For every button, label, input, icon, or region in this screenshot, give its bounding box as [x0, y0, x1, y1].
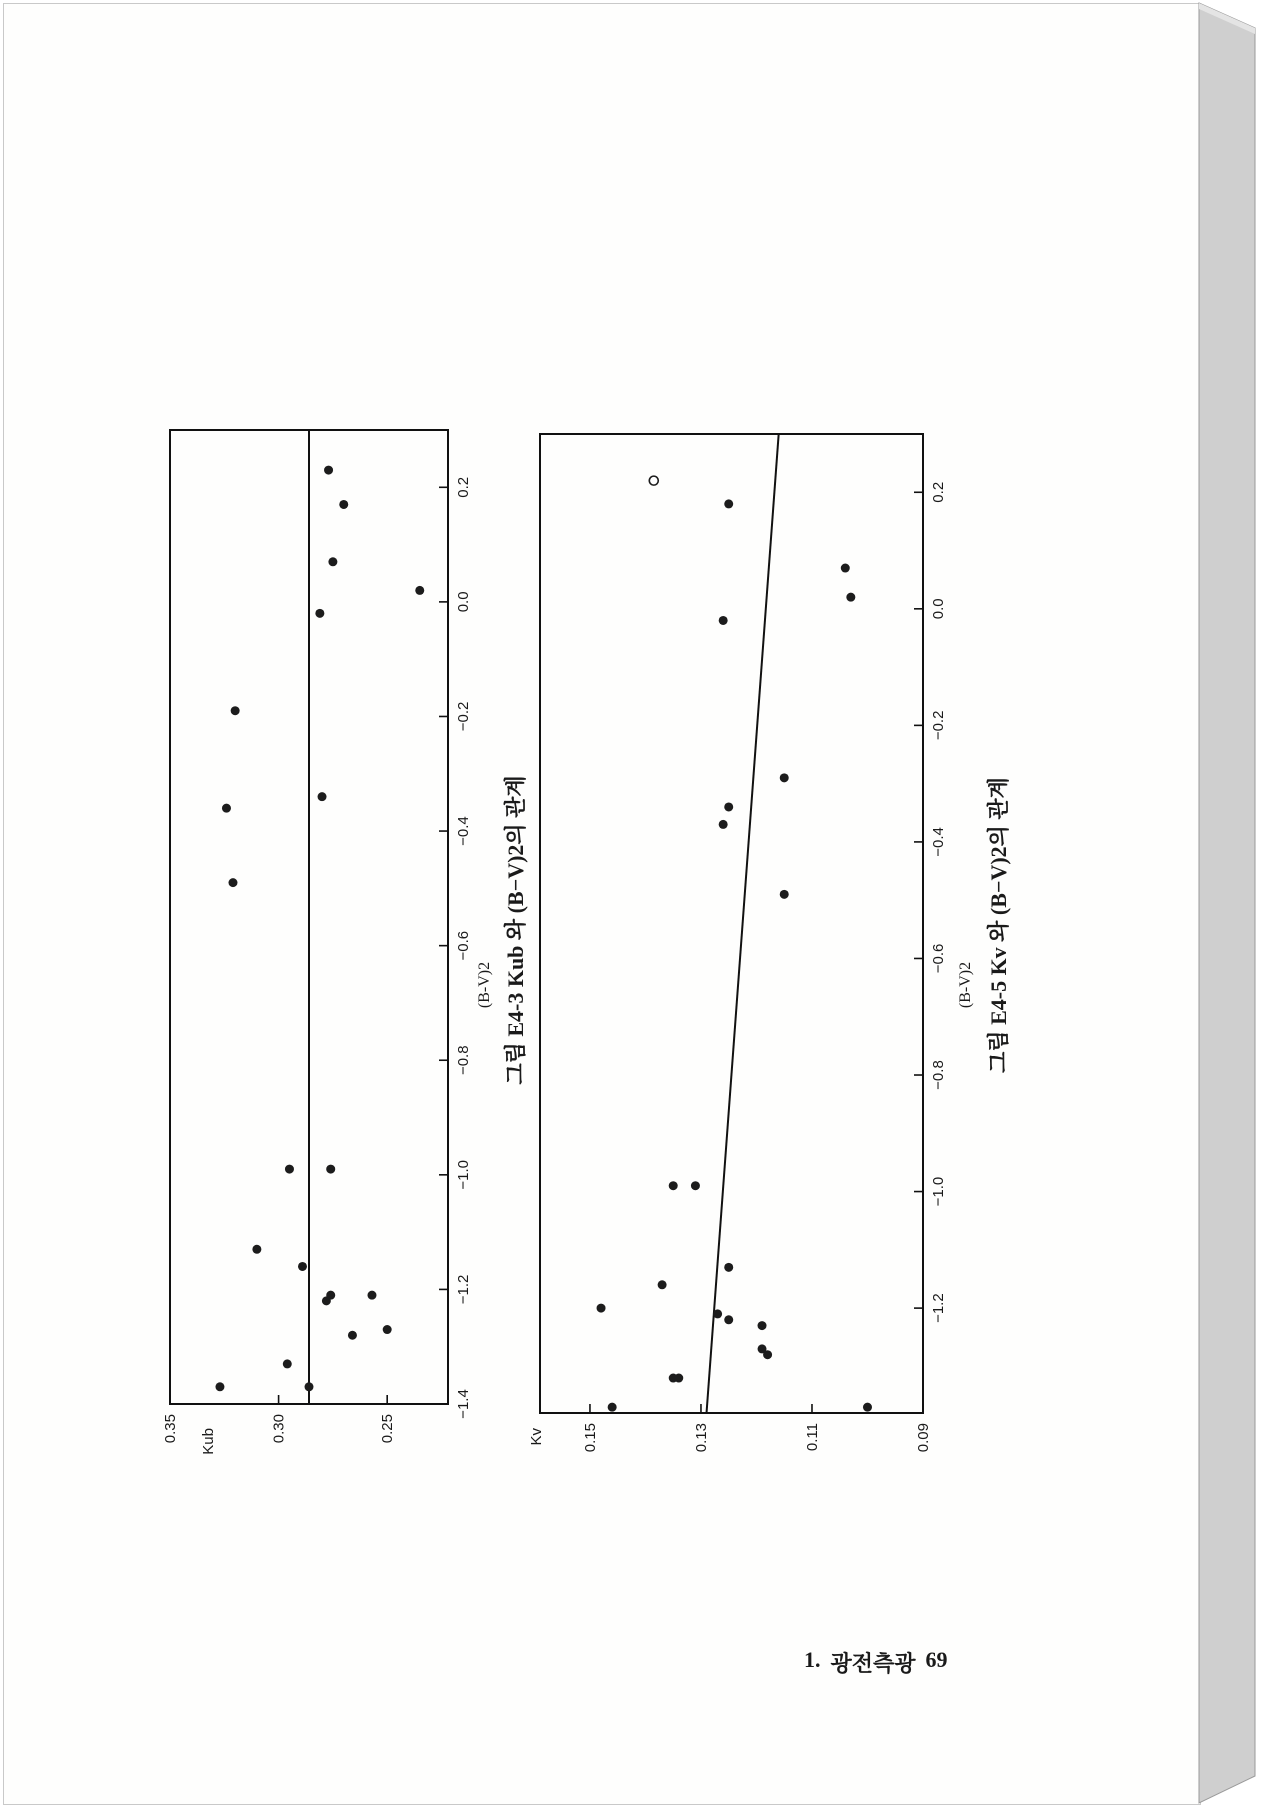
kub-y-tick-label: 0.25	[379, 1414, 397, 1444]
kv-x-tick-label: 0.0	[930, 598, 947, 620]
kv-data-point	[724, 499, 733, 508]
kv-x-tick-label: −0.4	[930, 827, 947, 857]
kv-x-tick-label: −1.0	[930, 1176, 947, 1207]
kv-x-tick-label: −0.2	[930, 710, 947, 741]
kv-data-point	[719, 820, 728, 829]
kv-caption: 그림 E4-5 Kv 와 (B−V)2의 관계	[986, 777, 1011, 1073]
kv-data-point	[763, 1350, 772, 1359]
kv-data-point	[608, 1403, 617, 1412]
kv-data-point	[780, 890, 789, 899]
kv-fit-line	[707, 434, 779, 1413]
kub-y-tick-label: 0.35	[162, 1414, 179, 1444]
kv-caption-top: (B-V)2	[957, 961, 974, 1009]
kv-data-point	[713, 1309, 722, 1318]
kub-y-tick-label: 0.30	[270, 1414, 288, 1444]
kub-x-tick-label: −1.0	[455, 1160, 472, 1190]
kv-data-point	[724, 802, 733, 811]
kv-data-point	[658, 1280, 667, 1289]
kv-y-tick-label: 0.09	[915, 1423, 932, 1453]
kv-y-tick-label: 0.15	[581, 1423, 599, 1453]
kub-x-tick-label: 0.0	[455, 591, 472, 613]
kub-y-axis-label: Kub	[200, 1428, 217, 1455]
kv-data-point	[758, 1321, 767, 1330]
footer-page-number: 69	[925, 1647, 948, 1672]
kv-y-tick-label: 0.11	[803, 1423, 821, 1452]
footer-section-title: 광전측광	[830, 1651, 916, 1676]
kv-data-point	[719, 616, 728, 625]
kv-y-axis-label: Kv	[528, 1428, 545, 1446]
page-footer	[804, 1647, 948, 1678]
kv-data-point	[846, 593, 855, 602]
kv-data-point	[863, 1403, 872, 1412]
kv-data-point	[724, 1263, 733, 1272]
kv-data-point	[674, 1374, 683, 1383]
kv-y-tick-label: 0.13	[692, 1423, 710, 1453]
kub-x-tick-label: −0.8	[455, 1045, 472, 1076]
kv-x-tick-label: −1.2	[930, 1293, 947, 1323]
kub-x-tick-label: −1.2	[455, 1274, 472, 1305]
kv-data-point	[691, 1181, 700, 1190]
kv-x-tick-label: 0.2	[930, 481, 947, 503]
kv-data-point	[724, 1315, 733, 1324]
kv-data-point	[841, 564, 850, 573]
footer-section-number: 1.	[804, 1647, 821, 1672]
kub-caption-top: (B-V)2	[476, 961, 493, 1009]
kub-x-tick-label: −1.4	[455, 1389, 472, 1419]
kub-x-tick-label: −0.2	[455, 701, 472, 732]
kv-data-point	[649, 476, 658, 485]
kub-x-tick-label: −0.6	[455, 930, 472, 961]
kv-x-tick-label: −0.8	[930, 1060, 947, 1090]
kub-x-tick-label: −0.4	[455, 816, 472, 846]
kub-caption: 그림 E4-3 Kub 와 (B−V)2의 관계	[503, 775, 528, 1085]
kub-x-tick-label: 0.2	[455, 476, 472, 498]
kv-data-point	[669, 1181, 678, 1190]
kv-data-point	[597, 1304, 606, 1313]
kv-data-point	[780, 773, 789, 782]
kv-x-tick-label: −0.6	[930, 943, 947, 974]
